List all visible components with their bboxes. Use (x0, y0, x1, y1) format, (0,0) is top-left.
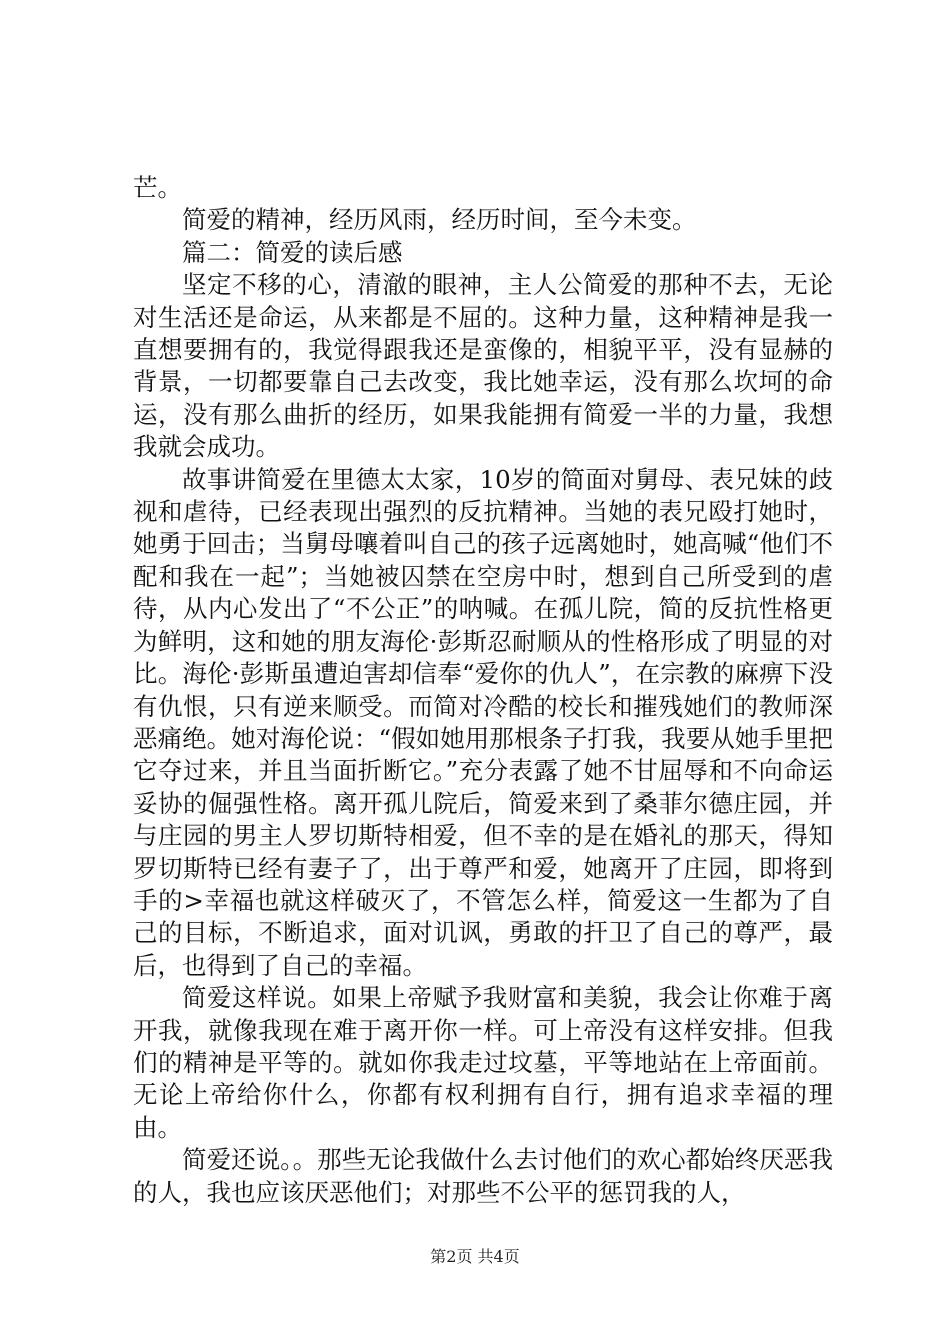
paragraph-intro: 坚定不移的心，清澈的眼神，主人公简爱的那种不去，无论对生活还是命运，从来都是不屈的。这种力量，这种精神是我一直想要拥有的，我觉得跟我还是蛮像的，相貌平平，没有显赫的背景，一切都要靠自己去改变，我比她幸运，没有那么坎坷的命运，没有那么曲折的经历，如果我能拥有简爱一半的力量，我想我就会成功。 (133, 270, 833, 462)
page-number-footer: 第2页 共4页 (430, 1247, 520, 1266)
paragraph-quote: 简爱这样说。如果上帝赋予我财富和美貌，我会让你难于离开我，就像我现在难于离开你一样。可上帝没有这样安排。但我们的精神是平等的。就如你我走过坟墓，平等地站在上帝面前。无论上帝给你什么，你都有权利拥有自行，拥有追求幸福的理由。 (133, 983, 833, 1142)
paragraph-quote-continued: 简爱还说。。那些无论我做什么去讨他们的欢心都始终厌恶我的人，我也应该厌恶他们；对那些不公平的惩罚我的人， (133, 1145, 833, 1207)
paragraph-summary: 简爱的精神，经历风雨，经历时间，至今未变。 (182, 205, 697, 235)
paragraph-continuation: 芒。 (133, 173, 182, 202)
document-body (133, 172, 833, 1209)
paragraph-story: 故事讲简爱在里德太太家，10岁的简面对舅母、表兄妹的歧视和虐待，已经表现出强烈的反抗精神。当她的表兄殴打她时，她勇于回击；当舅母嚷着叫自己的孩子远离她时，她高喊“他们不配和我在一起”；当她被囚禁在空房中时，想到自己所受到的虐待，从内心发出了“不公正”的呐喊。在孤儿院，简的反抗性格更为鲜明，这和她的朋友海伦·彭斯忍耐顺从的性格形成了明显的对比。海伦·彭斯虽遭迫害却信奉“爱你的仇人”，在宗教的麻痹下没有仇恨，只有逆来顺受。而简对冷酷的校长和摧残她们的教师深恶痛绝。她对海伦说：“假如她用那根条子打我，我要从她手里把它夺过来，并且当面折断它。”充分表露了她不甘屈辱和不向命运妥协的倔强性格。离开孤儿院后，简爱来到了桑菲尔德庄园，并与庄园的男主人罗切斯特相爱，但不幸的是在婚礼的那天，得知罗切斯特已经有妻子了，出于尊严和爱，她离开了庄园，即将到手的>幸福也就这样破灭了，不管怎么样，简爱这一生都为了自己的目标，不断追求，面对讥讽，勇敢的扞卫了自己的尊严，最后，也得到了自己的幸福。 (133, 464, 833, 980)
section-heading: 篇二：简爱的读后感 (182, 237, 403, 267)
